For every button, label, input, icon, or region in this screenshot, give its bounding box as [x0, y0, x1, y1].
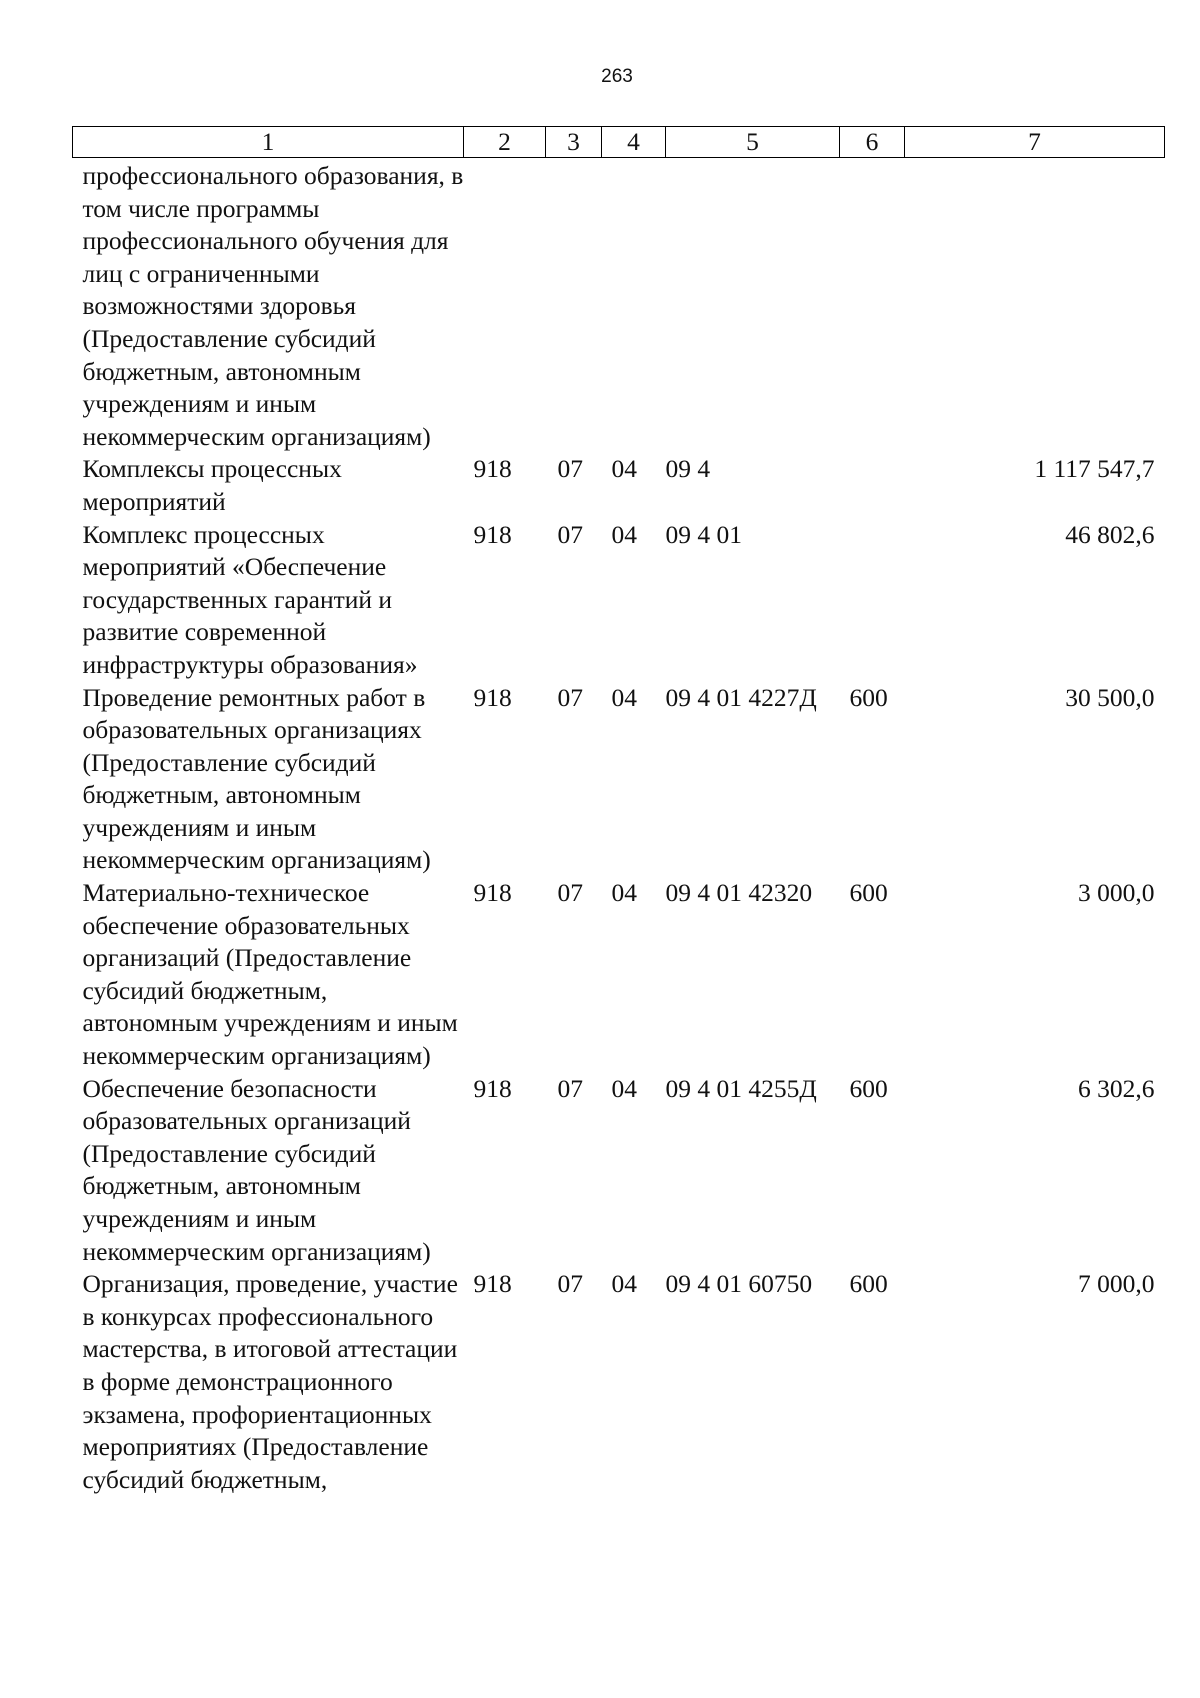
page-number: 263 [601, 66, 633, 87]
column-header-3: 3 [546, 127, 602, 158]
row-subsection-code: 04 [611, 1073, 637, 1103]
row-target-article [666, 158, 840, 454]
row-amount [905, 158, 1165, 454]
table-row [73, 1268, 1165, 1496]
row-section-code: 07 [557, 519, 583, 549]
row-target-article: 09 4 01 60750 [665, 1269, 813, 1299]
row-name: Организация, проведение, участие в конкурсах профессионального мастерства, в итоговой аттестации в форме демонстрационного экзамена, профориентационных мероприятиях (Предоставление субсидий бюджетным, [82, 1269, 458, 1494]
row-expense-type [840, 453, 905, 518]
table-row [73, 158, 1165, 454]
row-section-code: 07 [557, 878, 583, 908]
column-header-7: 7 [905, 127, 1165, 158]
row-amount: 30 500,0 [1065, 682, 1155, 712]
table-row [73, 682, 1165, 878]
row-amount: 3 000,0 [1078, 878, 1155, 908]
row-ministry-code [464, 158, 546, 454]
row-subsection-code [602, 158, 666, 454]
row-ministry-code: 918 [473, 878, 512, 908]
row-subsection-code: 04 [611, 454, 637, 484]
row-ministry-code: 918 [473, 1269, 512, 1299]
row-amount: 1 117 547,7 [1034, 454, 1155, 484]
row-subsection-code: 04 [611, 519, 637, 549]
table-row [73, 1073, 1165, 1269]
row-ministry-code: 918 [473, 519, 512, 549]
row-subsection-code: 04 [611, 1269, 637, 1299]
row-target-article: 09 4 01 4227Д [665, 682, 817, 712]
row-expense-type [840, 519, 905, 682]
row-section-code [546, 158, 602, 454]
row-name: Комплексы процессных мероприятий [82, 454, 342, 516]
column-header-5: 5 [666, 127, 840, 158]
table-row [73, 453, 1165, 518]
row-amount: 6 302,6 [1078, 1073, 1155, 1103]
row-target-article: 09 4 01 [665, 519, 742, 549]
row-name: Проведение ремонтных работ в образовательных организациях (Предоставление субсидий бюджетным, автономным учреждениям и иным некоммерческим организациям) [82, 682, 431, 875]
column-header-4: 4 [602, 127, 666, 158]
row-subsection-code: 04 [611, 682, 637, 712]
row-section-code: 07 [557, 1269, 583, 1299]
row-section-code: 07 [557, 682, 583, 712]
budget-table [72, 126, 1165, 1496]
row-target-article: 09 4 01 4255Д [665, 1073, 817, 1103]
row-name: Обеспечение безопасности образовательных организаций (Предоставление субсидий бюджетным, автономным учреждениям и иным некоммерческим организациям) [82, 1073, 431, 1266]
row-subsection-code: 04 [611, 878, 637, 908]
row-expense-type: 600 [849, 878, 888, 908]
row-ministry-code: 918 [473, 1073, 512, 1103]
row-target-article: 09 4 [665, 454, 711, 484]
table-header-row [73, 127, 1165, 158]
table-row [73, 877, 1165, 1073]
row-expense-type [840, 158, 905, 454]
row-ministry-code: 918 [473, 682, 512, 712]
row-amount: 46 802,6 [1065, 519, 1155, 549]
row-section-code: 07 [557, 454, 583, 484]
row-ministry-code: 918 [473, 454, 512, 484]
row-section-code: 07 [557, 1073, 583, 1103]
row-name: профессионального образования, в том числе программы профессионального обучения для лиц с ограниченными возможностями здоровья (Предоставление субсидий бюджетным, автономным учреждениям и иным некоммерческим организациям) [82, 161, 464, 451]
row-amount: 7 000,0 [1078, 1269, 1155, 1299]
row-name: Комплекс процессных мероприятий «Обеспечение государственных гарантий и развитие современной инфраструктуры образования» [82, 519, 418, 679]
row-expense-type: 600 [849, 682, 888, 712]
column-header-1: 1 [73, 127, 464, 158]
column-header-6: 6 [840, 127, 905, 158]
table-row [73, 519, 1165, 682]
row-target-article: 09 4 01 42320 [665, 878, 813, 908]
row-expense-type: 600 [849, 1269, 888, 1299]
column-header-2: 2 [464, 127, 546, 158]
row-name: Материально-техническое обеспечение образовательных организаций (Предоставление субсидий бюджетным, автономным учреждениям и иным некоммерческим организациям) [82, 878, 458, 1071]
row-expense-type: 600 [849, 1073, 888, 1103]
